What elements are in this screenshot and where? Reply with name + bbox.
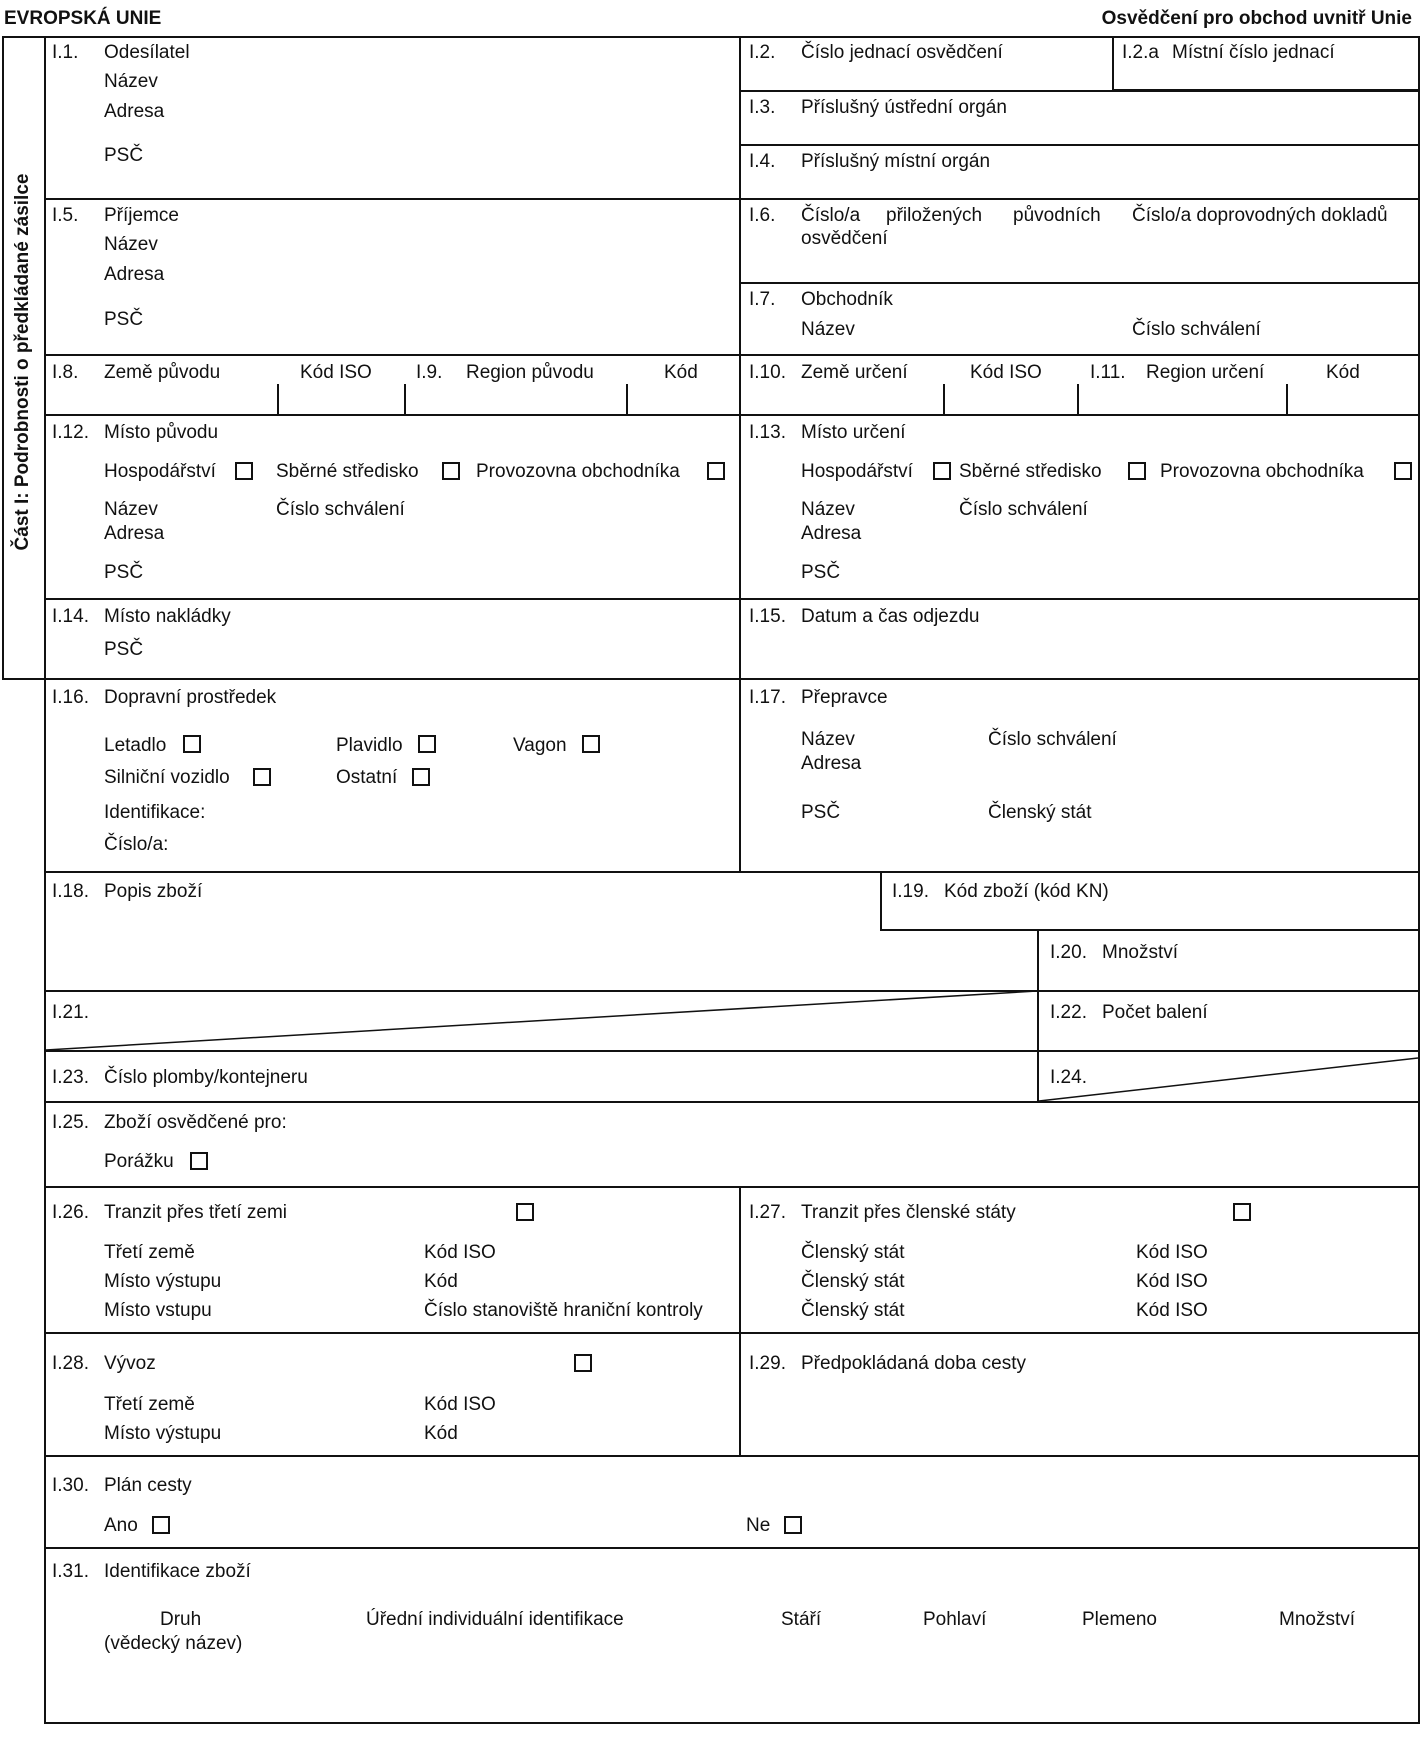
f23-label: Číslo plomby/kontejneru [104,1067,308,1088]
f13-hosp-label: Hospodářství [801,461,913,482]
f2-label: Číslo jednací osvědčení [801,42,1003,63]
f27-num: I.27. [749,1202,786,1223]
f10-iso: Kód ISO [970,362,1042,383]
f16-label: Dopravní prostředek [104,687,277,708]
f27-stat-3: Členský stát [801,1300,905,1321]
f5-nazev: Název [104,234,158,255]
f22-num: I.22. [1050,1002,1087,1023]
f6-w1: Číslo/a [801,205,861,226]
f28-label: Vývoz [104,1353,156,1374]
f26-num: I.26. [52,1202,89,1223]
f16-num: I.16. [52,687,89,708]
f12-sberne-checkbox[interactable] [442,462,460,480]
f13-sberne-label: Sběrné středisko [959,461,1102,482]
f28-num: I.28. [52,1353,89,1374]
f27-stat-2: Členský stát [801,1271,905,1292]
f26-treti: Třetí země [104,1242,195,1263]
f14-num: I.14. [52,606,89,627]
f17-num: I.17. [749,687,786,708]
f27-iso-1: Kód ISO [1136,1242,1208,1263]
f30-ne-label: Ne [746,1515,771,1536]
f27-iso-2: Kód ISO [1136,1271,1208,1292]
f17-cislo: Číslo schválení [988,729,1117,750]
f20-label: Množství [1102,942,1179,963]
f7-label: Obchodník [801,289,893,310]
f13-provozovna-checkbox[interactable] [1394,462,1412,480]
f13-hosp-checkbox[interactable] [933,462,951,480]
f18-num: I.18. [52,881,89,902]
f28-treti: Třetí země [104,1394,195,1415]
side-label: Část I: Podrobnosti o předkládané zásilce [12,173,33,551]
f31-col-druh-sub: (vědecký název) [104,1633,243,1654]
f13-nazev: Název [801,499,855,520]
f8-label: Země původu [104,362,221,383]
f2-num: I.2. [749,42,776,63]
f15-num: I.15. [749,606,786,627]
f13-cislo: Číslo schválení [959,499,1088,520]
f16-identifikace: Identifikace: [104,802,206,823]
f22-label: Počet balení [1102,1002,1208,1023]
f12-provozovna-checkbox[interactable] [707,462,725,480]
f30-num: I.30. [52,1475,89,1496]
f7-nazev: Název [801,319,855,340]
f26-vstupu: Místo vstupu [104,1300,212,1321]
f19-label: Kód zboží (kód KN) [944,881,1109,902]
f17-label: Přepravce [801,687,888,708]
f10-label: Země určení [801,362,908,383]
f12-cislo: Číslo schválení [276,499,405,520]
f26-checkbox[interactable] [516,1203,534,1221]
f24-num: I.24. [1050,1067,1087,1088]
f17-psc: PSČ [801,802,841,823]
f3-num: I.3. [749,97,776,118]
f7-cislo: Číslo schválení [1132,319,1261,340]
f28-kod: Kód [424,1423,458,1444]
f13-adresa: Adresa [801,523,862,544]
f6-num: I.6. [749,205,776,226]
f9-label: Region původu [466,362,594,383]
f13-provozovna-label: Provozovna obchodníka [1160,461,1364,482]
f27-label: Tranzit přes členské státy [801,1202,1016,1223]
f25-porazku-checkbox[interactable] [190,1152,208,1170]
f4-label: Příslušný místní orgán [801,151,991,172]
f26-vystupu: Místo výstupu [104,1271,222,1292]
f30-label: Plán cesty [104,1475,192,1496]
f30-ne-checkbox[interactable] [784,1516,802,1534]
f6-right: Číslo/a doprovodných dokladů [1132,205,1388,226]
f12-provozovna-label: Provozovna obchodníka [476,461,680,482]
f16-silnicni-checkbox[interactable] [253,768,271,786]
f27-checkbox[interactable] [1233,1203,1251,1221]
f28-vystupu: Místo výstupu [104,1423,222,1444]
f9-num: I.9. [416,362,443,383]
f16-cislo: Číslo/a: [104,834,169,855]
f27-stat-1: Členský stát [801,1242,905,1263]
f16-ostatni-checkbox[interactable] [412,768,430,786]
f16-silnicni-label: Silniční vozidlo [104,767,230,788]
f30-ano-label: Ano [104,1515,138,1536]
f31-col-stari: Stáří [781,1609,822,1630]
f1-psc: PSČ [104,145,144,166]
f29-num: I.29. [749,1353,786,1374]
f16-letadlo-label: Letadlo [104,735,167,756]
f9-kod: Kód [664,362,698,383]
f4-num: I.4. [749,151,776,172]
f15-label: Datum a čas odjezdu [801,606,980,627]
f17-nazev: Název [801,729,855,750]
f6-w3: původních [1013,205,1101,226]
f18-label: Popis zboží [104,881,203,902]
f8-iso: Kód ISO [300,362,372,383]
f26-kod: Kód [424,1271,458,1292]
f16-letadlo-checkbox[interactable] [183,735,201,753]
f13-sberne-checkbox[interactable] [1128,462,1146,480]
f8-num: I.8. [52,362,79,383]
f23-num: I.23. [52,1067,89,1088]
f13-label: Místo určení [801,422,906,443]
f3-label: Příslušný ústřední orgán [801,97,1007,118]
f28-iso: Kód ISO [424,1394,496,1415]
f5-psc: PSČ [104,309,144,330]
f19-num: I.19. [892,881,929,902]
f13-psc: PSČ [801,562,841,583]
f12-hosp-checkbox[interactable] [235,462,253,480]
f16-plavidlo-checkbox[interactable] [418,735,436,753]
f21-num: I.21. [52,1002,89,1023]
f26-label: Tranzit přes třetí zemi [104,1202,288,1223]
f12-label: Místo původu [104,422,219,443]
f14-label: Místo nakládky [104,606,231,627]
f6-w2: přiložených [886,205,983,226]
f25-porazku-label: Porážku [104,1151,174,1172]
f12-adresa: Adresa [104,523,165,544]
f25-label: Zboží osvědčené pro: [104,1112,287,1133]
f2a-label: Místní číslo jednací [1172,42,1335,63]
f31-col-mnozstvi: Množství [1279,1609,1356,1630]
f17-clensky: Členský stát [988,802,1092,823]
f14-psc: PSČ [104,639,144,660]
f5-adresa: Adresa [104,264,165,285]
f29-label: Předpokládaná doba cesty [801,1353,1026,1374]
f13-num: I.13. [749,422,786,443]
f31-col-plemeno: Plemeno [1082,1609,1157,1630]
f16-vagon-label: Vagon [513,735,567,756]
f26-stanoviste: Číslo stanoviště hraniční kontroly [424,1300,703,1321]
f31-num: I.31. [52,1561,89,1582]
f31-col-identifikace: Úřední individuální identifikace [366,1609,624,1630]
f5-num: I.5. [52,205,79,226]
f25-num: I.25. [52,1112,89,1133]
header-left: EVROPSKÁ UNIE [4,8,162,29]
f20-num: I.20. [1050,942,1087,963]
f27-iso-3: Kód ISO [1136,1300,1208,1321]
f28-checkbox[interactable] [574,1354,592,1372]
f17-adresa: Adresa [801,753,862,774]
f30-ano-checkbox[interactable] [152,1516,170,1534]
f12-psc: PSČ [104,562,144,583]
f11-num: I.11. [1090,362,1126,383]
f5-label: Příjemce [104,205,179,226]
f12-num: I.12. [52,422,89,443]
f1-num: I.1. [52,42,79,63]
f2a-num: I.2.a [1122,42,1159,63]
f1-adresa: Adresa [104,101,165,122]
header-right: Osvědčení pro obchod uvnitř Unie [1101,8,1412,29]
f11-label: Region určení [1146,362,1265,383]
f10-num: I.10. [749,362,786,383]
f1-nazev: Název [104,71,158,92]
f31-label: Identifikace zboží [104,1561,251,1582]
f1-label: Odesílatel [104,42,190,63]
f11-kod: Kód [1326,362,1360,383]
f16-plavidlo-label: Plavidlo [336,735,403,756]
f31-col-druh: Druh [160,1609,202,1630]
f12-hosp-label: Hospodářství [104,461,216,482]
f16-vagon-checkbox[interactable] [582,735,600,753]
f31-col-pohlavi: Pohlaví [923,1609,987,1630]
f12-nazev: Název [104,499,158,520]
f16-ostatni-label: Ostatní [336,767,398,788]
f7-num: I.7. [749,289,776,310]
f12-sberne-label: Sběrné středisko [276,461,419,482]
f6-line2: osvědčení [801,228,888,249]
f26-iso: Kód ISO [424,1242,496,1263]
